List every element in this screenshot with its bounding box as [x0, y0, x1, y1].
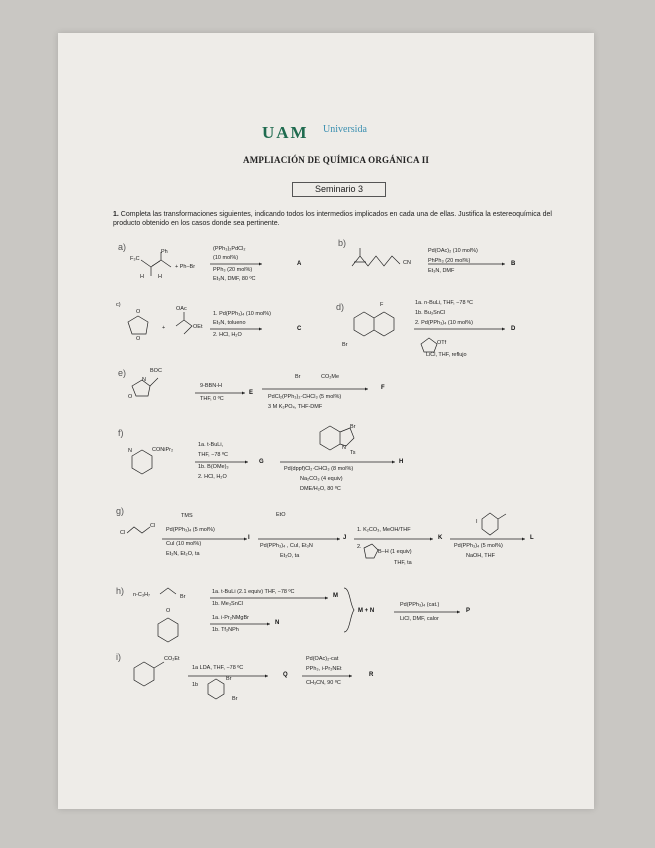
- g-eto: EtO: [276, 512, 286, 518]
- exercise-text: Completa las transformaciones siguientes, indicando todos los intermedios implicados en cada una de ellas. Justifica la estereoquímica del producto obtenido en los casos donde sea pertinente.: [113, 211, 552, 227]
- product-r: R: [369, 672, 374, 678]
- h-o: O: [166, 608, 171, 614]
- f-reagent-3: 1b. B(OMe)₃: [198, 464, 229, 470]
- i-reagent-1: 1a LDA, THF, −78 ºC: [192, 665, 244, 671]
- e-boc: BOC: [150, 368, 162, 374]
- b-reagent-1: Pd(OAc)₂ (10 mol%): [428, 248, 478, 254]
- f-indole-n: N: [342, 445, 346, 451]
- product-p: P: [466, 608, 471, 614]
- i-br2: Br: [232, 696, 238, 702]
- f-conipr2: CONiPr₂: [152, 447, 174, 453]
- h-combination: M + N: [358, 608, 375, 614]
- g-reagent-10: Pd(PPh₃)₄ (5 mol%): [454, 543, 503, 549]
- g-reagent-7: 2.: [357, 544, 362, 550]
- g-reagent-6: 1. K₂CO₃, MeOH/THF: [357, 527, 411, 533]
- c-o2: O: [136, 336, 141, 342]
- a-reagent-4: Et₃N, DMF, 80 ºC: [213, 276, 256, 282]
- f-reagent-1: 1a. t-BuLi,: [198, 442, 224, 448]
- e-br: Br: [295, 374, 301, 380]
- item-label-a: a): [118, 242, 127, 252]
- intermediate-e: E: [249, 390, 254, 396]
- item-label-b: b): [338, 238, 347, 248]
- d-br: Br: [342, 342, 348, 348]
- b-cn: CN: [403, 260, 411, 266]
- d-reagent-3: 2. Pd(PPh₃)₄ (10 mol%): [415, 320, 473, 326]
- a-reagent-1: (PPh₃)₂PdCl₂: [213, 246, 246, 252]
- alkene-structure-a: [141, 252, 171, 276]
- f-reagent-4: 2. HCl, H₂O: [198, 474, 227, 480]
- b-reagent-2: PhPh₃ (20 mol%): [428, 258, 471, 264]
- a-h1: H: [140, 274, 144, 280]
- g-reagent-2: CuI (10 mol%): [166, 541, 202, 547]
- f-n: N: [128, 448, 132, 454]
- alkenyl-bromide-structure: [160, 588, 176, 594]
- item-label-g: g): [116, 506, 125, 516]
- intermediate-g: G: [259, 459, 264, 465]
- seminar-title: Seminario 3: [292, 182, 386, 197]
- d-reagent-1: 1a. n-BuLi, THF, −78 ºC: [415, 300, 474, 306]
- product-h: H: [399, 459, 404, 465]
- e-reagent-2: THF, 0 ºC: [200, 396, 224, 402]
- g-reagent-11: NaOH, THF: [466, 553, 495, 559]
- item-label-d: d): [336, 302, 345, 312]
- cyclopentenyl-triflate-structure: [421, 338, 437, 352]
- pinacolborane-structure: [364, 544, 378, 558]
- g-iodo: I: [476, 519, 478, 525]
- d-otf: OTf: [437, 340, 447, 346]
- a-cf3: F₃C: [130, 256, 140, 262]
- f-reagent-6: Na₂CO₃ (4 equiv): [300, 476, 343, 482]
- d-reagent-5: LiCl, THF, reflujo: [426, 352, 467, 358]
- i-br1: Br: [226, 676, 232, 682]
- product-b: B: [511, 261, 516, 267]
- brace: [344, 588, 354, 632]
- product-l: L: [530, 535, 534, 541]
- phenylacetate-structure: [134, 662, 164, 686]
- uam-logo-mark: UAM: [262, 123, 309, 142]
- allyl-acetate-structure: [176, 312, 192, 334]
- i-reagent-3: Pd(OAc)₂-cat: [306, 656, 339, 662]
- g-reagent-4: Pd(PPh₃)₄ , CuI, Et₃N: [260, 543, 313, 549]
- iodoacetophenone-structure: [482, 513, 506, 535]
- h-br: Br: [180, 594, 186, 600]
- item-label-h: h): [116, 586, 125, 596]
- g-cl1: Cl: [120, 530, 126, 536]
- h-reagent-1: 1a. t-BuLi (2.1 equiv) THF, −78 ºC: [212, 589, 295, 595]
- h-reagent-4: 1b. Tf₂NPh: [212, 627, 239, 633]
- e-co2me: CO₂Me: [321, 374, 340, 380]
- item-label-i: i): [116, 652, 121, 662]
- cyclopentanedione-structure: [128, 316, 148, 334]
- item-label-c: c): [116, 302, 121, 308]
- h-propyl: n-C₃H₇: [133, 592, 150, 598]
- pyridine-structure: [132, 450, 152, 474]
- methylcyclohexanone-structure: [158, 618, 178, 642]
- i-reagent-2: 1b: [192, 682, 199, 688]
- g-reagent-8: B–H (1 equiv): [378, 549, 412, 555]
- g-reagent-9: THF, ta: [394, 560, 412, 566]
- a-h2: H: [158, 274, 162, 280]
- product-c: C: [297, 326, 302, 332]
- intermediate-j: J: [343, 535, 347, 541]
- intermediate-m: M: [333, 593, 338, 599]
- c-plus: +: [162, 325, 166, 331]
- product-d: D: [511, 326, 516, 332]
- i-reagent-4: PPh₃, i-Pr₂NEt: [306, 666, 342, 672]
- g-reagent-1: Pd(PPh₃)₄ (5 mol%): [166, 527, 215, 533]
- c-reagent-1: 1. Pd(PPh₃)₄ (10 mol%): [213, 311, 271, 317]
- dichloroalkene-structure: [127, 527, 150, 533]
- e-reagent-1: 9-BBN-H: [200, 383, 223, 389]
- f-reagent-7: DME/H₂O, 80 ºC: [300, 486, 341, 492]
- c-o1: O: [136, 309, 141, 315]
- f-reagent-5: Pd(dppf)Cl₂·CHCl₃ (8 mol%): [284, 466, 354, 472]
- h-reagent-6: LiCl, DMF, calor: [400, 616, 439, 622]
- intermediate-q: Q: [283, 672, 288, 678]
- uam-logo-word: Universida: [323, 124, 367, 135]
- d-f: F: [380, 302, 384, 308]
- indole-structure: [320, 426, 354, 450]
- i-co2et: CO₂Et: [164, 656, 180, 662]
- g-cl2: Cl: [150, 523, 156, 529]
- dibromobenzene-structure: [208, 679, 224, 699]
- b-reagent-3: Et₃N, DMF: [428, 268, 455, 274]
- a-ph: Ph: [161, 249, 168, 255]
- h-reagent-2: 1b. Me₃SnCl: [212, 601, 243, 607]
- h-reagent-3: 1a. i-Pr₂NMgBr: [212, 615, 249, 621]
- e-reagent-5: PdCl₂(PPh₃)₂·CHCl₃ (5 mol%): [268, 394, 342, 400]
- g-tms: TMS: [181, 513, 193, 519]
- f-br: Br: [350, 424, 356, 430]
- exercise-number: 1.: [113, 211, 119, 218]
- i-reagent-5: CH₃CN, 90 ºC: [306, 680, 341, 686]
- intermediate-i: I: [248, 535, 250, 541]
- e-reagent-6: 3 M K₃PO₄, THF-DMF: [268, 404, 323, 410]
- item-label-e: e): [118, 368, 127, 378]
- alkene-structure-b: [352, 248, 400, 266]
- naphthalene-structure: [354, 312, 394, 336]
- g-reagent-3: Et₂N, Et₂O, ta: [166, 551, 200, 557]
- a-reagent-3: PPh₃ (20 mol%): [213, 267, 253, 273]
- product-a: A: [297, 261, 302, 267]
- a-phbr: + Ph–Br: [175, 264, 196, 270]
- intermediate-n: N: [275, 620, 280, 626]
- c-oet: OEt: [193, 324, 203, 330]
- c-reagent-2: Et₃N, tolueno: [213, 320, 246, 326]
- c-oac: OAc: [176, 306, 187, 312]
- intermediate-k: K: [438, 535, 443, 541]
- h-reagent-5: Pd(PPh₃)₄ (cat.): [400, 602, 440, 608]
- f-reagent-2: THF, −78 ºC: [198, 452, 228, 458]
- item-label-f: f): [118, 428, 124, 438]
- c-reagent-3: 2. HCl, H₂O: [213, 332, 242, 338]
- product-f: F: [381, 385, 385, 391]
- d-reagent-2: 1b. Bu₃SnCl: [415, 310, 446, 316]
- f-ts: Ts: [350, 450, 356, 456]
- g-reagent-5: Et₂O, ta: [280, 553, 300, 559]
- course-title: AMPLIACIÓN DE QUÍMICA ORGÁNICA II: [243, 155, 430, 165]
- e-n: N: [142, 377, 146, 383]
- a-reagent-2: (10 mol%): [213, 255, 239, 261]
- e-o: O: [128, 394, 133, 400]
